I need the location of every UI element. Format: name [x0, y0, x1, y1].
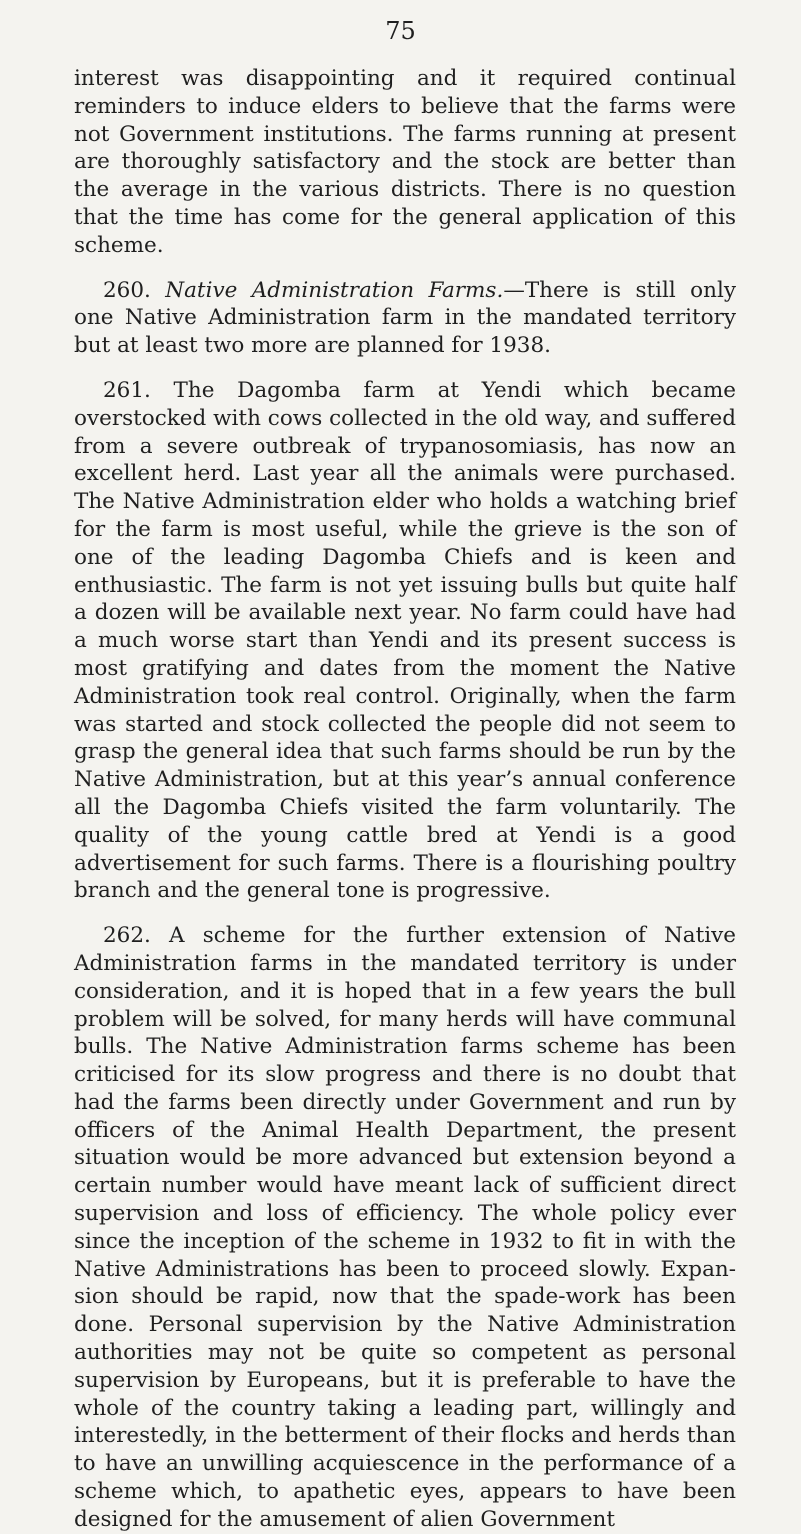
paragraph-261	[74, 377, 736, 905]
paragraph-260	[74, 277, 736, 360]
paragraph-number: 262.	[103, 923, 151, 949]
paragraph-text: interest was disappointing and it required continual reminders to induce elders to believe that the farms were not Government institutions. The farms running at present are thoroughly satisfactory and the stock are better than the average in the various districts. There is no question that the time has come for the general application of this scheme.	[74, 66, 736, 258]
paragraph-text: The Dagomba farm at Yendi which became overstocked with cows collected in the old way, and suffered from a severe outbreak of trypanosomiasis, has now an excellent herd. Last year all the animals were purchased. The Native Administration elder who holds a watching brief for the farm is most useful, while the grieve is the son of one of the leading Dagomba Chiefs and is keen and enthusiastic. The farm is not yet issuing bulls but quite half a dozen will be available next year. No farm could have had a much worse start than Yendi and its present success is most gratifying and dates from the moment the Native Administration took real control. Originally, when the farm was started and stock collected the people did not seem to grasp the general idea that such farms should be run by the Native Administration, but at this year’s annual conference all the Dagomba Chiefs visited the farm voluntarily. The quality of the young cattle bred at Yendi is a good advertisement for such farms. There is a flourishing poultry branch and the general tone is progressive.	[74, 377, 736, 904]
paragraph-text: A scheme for the further extension of Native Administration farms in the mandated territory is under consideration, and it is hoped that in a few years the bull problem will be solved, for many herds will have communal bulls. The Native Administration farms scheme has been criticised for its slow progress and there is no doubt that had the farms been directly under Government and run by officers of the Animal Health Department, the present situation would be more advanced but extension beyond a certain number would have meant lack of sufficient direct supervision and loss of efficiency. The whole policy ever since the inception of the scheme in 1932 to fit in with the Native Administrations has been to proceed slowly. Expansion should be rapid, now that the spade-work has been done. Personal supervision by the Native Administration authorities may not be quite so competent as personal supervision by Europeans, but it is preferable to have the whole of the country taking a leading part, willingly and interestedly, in the betterment of their flocks and herds than to have an unwilling acquiescence in the performance of a scheme which, to apathetic eyes, appears to have been designed for the amusement of alien Government	[74, 923, 736, 1532]
paragraph-number: 261.	[103, 377, 151, 403]
page-number: 75	[385, 17, 416, 45]
paragraph-title: Native Administration Farms.	[165, 277, 504, 303]
body-text	[74, 65, 736, 1534]
continued-paragraph	[74, 65, 736, 260]
paragraph-number: 260.	[103, 277, 151, 303]
paragraph-text: —There is still only one Native Administration farm in the mandated territory but at least two more are planned for 1938.	[74, 277, 736, 359]
paragraph-262	[74, 922, 736, 1534]
